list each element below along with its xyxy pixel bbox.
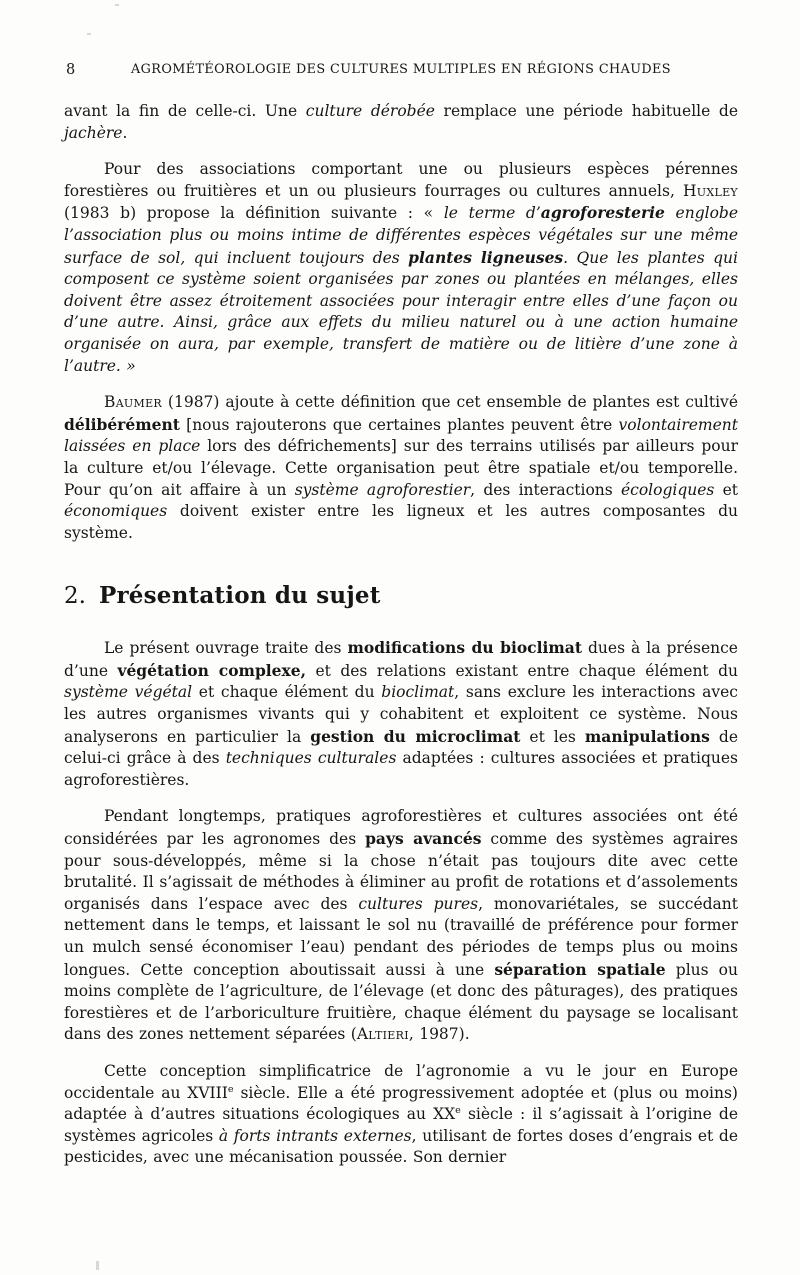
text-run: (1987) ajoute à cette définition que cet ensemble de plantes est cultivé — [161, 393, 744, 412]
scan-artifact — [96, 1261, 99, 1270]
text-run: volontairement laissées en place — [64, 415, 744, 456]
paragraphs-before-heading — [64, 101, 744, 544]
text-run: Huxley — [682, 181, 738, 200]
text-run: lors des défrichements] sur des terrains utilisés par ailleurs pour la culture et/ou l’élevage. Cette organisation peut être spatiale et/ou temporelle. Pour qu’on ait affaire à un — [64, 437, 744, 499]
text-run: , utilisant de fortes doses d’engrais et de pesticides, avec une mécanisation poussée. Son dernier — [64, 1126, 744, 1167]
text-run: Baumer — [104, 393, 162, 412]
page-number: 8 — [66, 62, 76, 78]
paragraph — [64, 392, 744, 544]
text-run: agroforesterie — [540, 203, 665, 223]
scan-artifact — [87, 33, 91, 35]
paragraph — [64, 806, 744, 1046]
paragraph — [64, 637, 744, 791]
text-run: , des interactions — [470, 480, 621, 499]
text-run: et — [714, 480, 744, 499]
text-run: végétation complexe, — [117, 660, 307, 680]
text-run: . Que les plantes qui composent ce système soient organisées par zones ou plantées en mélanges, elles doivent être assez étroitement associées pour interagir entre elles d’une façon ou d’une autre. Ainsi, grâce aux effets du milieu naturel ou à une action humaine organisée on aura, par exemple, transfert de matière ou de litière d’une zone à l’autre. » — [64, 248, 744, 375]
text-run: adaptées : cultures associées et pratiques agroforestières. — [64, 749, 744, 789]
text-run: système agroforestier — [294, 480, 471, 499]
text-run: techniques culturales — [225, 749, 397, 768]
text-run: plantes ligneuses — [408, 247, 564, 267]
text-run: e — [455, 1105, 461, 1116]
text-run: plus ou moins complète de l’agriculture, de l’élevage (et donc des pâturages), des pratiques forestières et de l’arboriculture fruitière, chaque élément du paysage se localisant dans des zones nettement séparées ( — [64, 960, 744, 1044]
text-run: à forts intrants externes — [218, 1126, 412, 1145]
text-run: Cette conception simplificatrice de l’agronomie a vu le jour en Europe occidentale au XVIII — [64, 1061, 744, 1102]
text-run: délibérément — [64, 414, 180, 434]
paragraph — [64, 1061, 744, 1169]
page-content — [64, 62, 744, 1184]
text-run: système végétal — [64, 683, 193, 702]
running-title: AGROMÉTÉOROLOGIE DES CULTURES MULTIPLES EN RÉGIONS CHAUDES — [131, 62, 671, 77]
text-run: [nous rajouterons que certaines plantes peuvent être — [179, 415, 619, 434]
text-run: doivent exister entre les ligneux et les autres composantes du système. — [64, 502, 744, 542]
text-run: cultures pures — [358, 894, 479, 913]
paragraph — [64, 101, 744, 144]
section-title: Présentation du sujet — [98, 582, 381, 610]
text-run: , 1987). — [408, 1025, 470, 1044]
text-run: et des relations existant entre chaque élément du — [306, 661, 744, 680]
text-run: séparation spatiale — [494, 959, 666, 979]
text-run: et les — [520, 727, 585, 746]
running-header — [64, 62, 738, 80]
text-run: remplace une période habituelle de — [434, 102, 744, 120]
paragraphs-after-heading — [64, 637, 744, 1169]
paragraph — [64, 159, 744, 377]
section-number: 2. — [64, 583, 86, 610]
text-run: jachère — [64, 123, 123, 142]
text-run: e — [227, 1083, 234, 1095]
text-run: gestion du microclimat — [310, 726, 521, 746]
text-run: manipulations — [584, 726, 710, 746]
text-run: modifications du bioclimat — [347, 638, 582, 658]
text-run: dues à la présence d’une — [64, 639, 744, 680]
text-run: Pendant longtemps, pratiques agroforestières et cultures associées ont été considérées par les agronomes des — [64, 807, 744, 849]
text-run: Pour des associations comportant une ou plusieurs espèces pérennes forestières ou fruitières et un ou plusieurs fourrages ou cultures annuels, — [64, 160, 744, 200]
section-heading — [64, 582, 738, 610]
text-run: , monovariétales, se succédant nettement dans le temps, et laissant le sol nu (travaillé de préférence pour former un mulch sensé économiser l’eau) pendant des périodes de temps plus ou moins longues. Cette conception aboutissait aussi à une — [64, 894, 744, 979]
text-run: Le présent ouvrage traite des — [104, 639, 348, 658]
text-run: (1983 b) propose la définition suivante : « — [64, 181, 744, 223]
text-run: le terme d’ — [443, 204, 541, 223]
text-run: économiques — [64, 502, 168, 521]
text-run: comme des systèmes agraires pour sous-développés, même si la chose n’était pas toujours dite avec cette brutalité. Il s’agissait de méthodes à éliminer au profit de rotations et d’assolements organisés dans l’espace avec des — [64, 830, 744, 913]
text-run: et chaque élément du — [192, 683, 382, 702]
text-run: siècle : il s’agissait à l’origine de systèmes agricoles — [64, 1105, 744, 1145]
text-run: englobe l’association plus ou moins intime de différentes espèces végétales sur une même surface de sol, qui incluent toujours des — [64, 204, 744, 267]
text-run: culture dérobée — [305, 102, 435, 120]
text-run: bioclimat — [381, 683, 455, 702]
text-run: de celui-ci grâce à des — [64, 727, 744, 768]
text-run: avant la fin de celle-ci. Une — [64, 102, 306, 120]
text-run: écologiques — [620, 480, 715, 499]
text-run: , sans exclure les interactions avec les autres organismes vivants qui y cohabitent et exploitent ce système. Nous analyserons en particulier la — [64, 683, 744, 746]
text-run: Altieri — [356, 1025, 409, 1044]
text-run: siècle. Elle a été progressivement adoptée et (plus ou moins) adaptée à d’autres situations écologiques au XX — [64, 1083, 744, 1124]
text-run: pays avancés — [365, 829, 482, 849]
text-run: . — [122, 123, 128, 142]
scan-artifact — [115, 4, 119, 6]
